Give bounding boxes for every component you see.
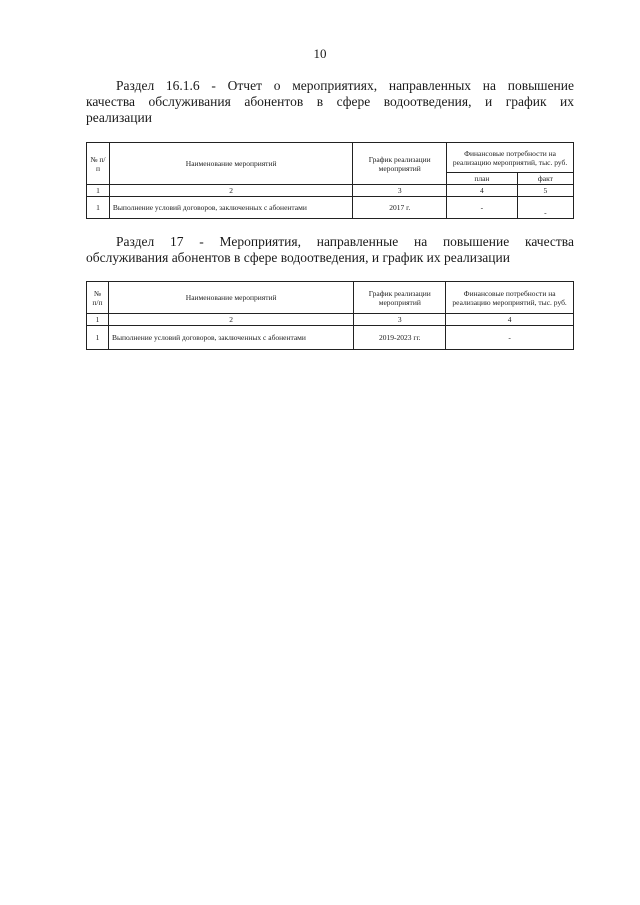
heading-line: Раздел 16.1.6 - Отчет о мероприятиях, направленных на повышение [116, 78, 574, 93]
index-cell: 4 [447, 185, 518, 197]
measures-table [86, 281, 574, 350]
row-schedule: 2019-2023 гг. [354, 326, 446, 350]
section-16-1-6-heading [86, 78, 574, 126]
page-number: 10 [313, 46, 327, 61]
index-cell: 3 [354, 314, 446, 326]
header-name: Наименование мероприятий [109, 143, 353, 185]
row-num: 1 [87, 326, 109, 350]
index-cell: 5 [517, 185, 573, 197]
report-table [86, 142, 574, 219]
heading-line: качества обслуживания абонентов в сфере водоотведения, и график их [86, 94, 574, 109]
index-cell: 3 [353, 185, 447, 197]
table-row [87, 197, 574, 219]
section-17-heading [86, 234, 574, 266]
header-fact: факт [517, 173, 573, 185]
row-fact: - [517, 197, 573, 219]
row-num: 1 [87, 197, 110, 219]
index-cell: 1 [87, 314, 109, 326]
row-plan: - [447, 197, 518, 219]
heading-line: обслуживания абонентов в сфере водоотведения, и график их реализации [86, 250, 510, 265]
table-row [87, 326, 574, 350]
heading-line: реализации [86, 110, 152, 125]
row-name: Выполнение условий договоров, заключенных с абонентами [108, 326, 353, 350]
index-cell: 2 [109, 185, 353, 197]
row-finance: - [446, 326, 574, 350]
row-name: Выполнение условий договоров, заключенных с абонентами [109, 197, 353, 219]
header-finance: Финансовые потребности на реализацию мероприятий, тыс. руб. [446, 282, 574, 314]
heading-line: Раздел 17 - Мероприятия, направленные на повышение качества [116, 234, 574, 249]
header-schedule: График реализации мероприятий [353, 143, 447, 185]
header-name: Наименование мероприятий [108, 282, 353, 314]
row-schedule: 2017 г. [353, 197, 447, 219]
header-num: № п/п [87, 143, 110, 185]
index-cell: 1 [87, 185, 110, 197]
index-cell: 2 [108, 314, 353, 326]
header-schedule: График реализации мероприятий [354, 282, 446, 314]
header-num: № п/п [87, 282, 109, 314]
header-plan: план [447, 173, 518, 185]
index-cell: 4 [446, 314, 574, 326]
header-finance: Финансовые потребности на реализацию мероприятий, тыс. руб. [447, 143, 574, 173]
